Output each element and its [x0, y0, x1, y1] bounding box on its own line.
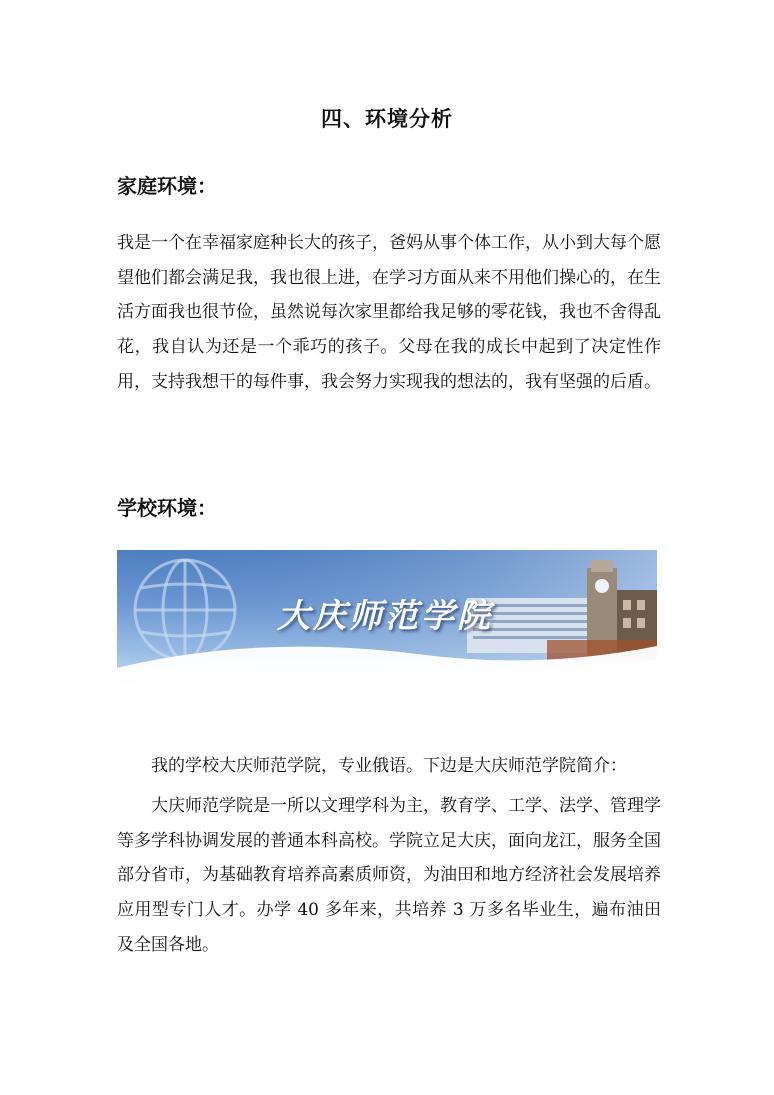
school-environment-heading: 学校环境： [117, 496, 217, 520]
school-description-paragraph: 大庆师范学院是一所以文理学科为主，教育学、工学、法学、管理学等多学科协调发展的普通本科高校。学院立足大庆，面向龙江，服务全国部分省市，为基础教育培养高素质师资，为油田和地方经济社会发展培养应用型专门人才。办学 40 多年来，共培养 3 万多名毕业生，遍布油田及全国各地。 [117, 796, 661, 955]
page-title: 四、环境分析 [321, 106, 453, 131]
school-banner-image [117, 550, 657, 695]
globe-icon [135, 560, 235, 660]
family-environment-paragraph: 我是一个在幸福家庭种长大的孩子，爸妈从事个体工作，从小到大每个愿望他们都会满足我，我也很上进，在学习方面从来不用他们操心的，在生活方面我也很节俭，虽然说每次家里都给我足够的零花钱，我也不舍得乱花，我自认为还是一个乖巧的孩子。父母在我的成长中起到了决定性作用，支持我想干的每件事，我会努力实现我的想法的，我有坚强的后盾。 [117, 233, 661, 392]
family-environment-heading: 家庭环境： [117, 174, 217, 198]
school-intro-paragraph: 我的学校大庆师范学院，专业俄语。下边是大庆师范学院简介： [151, 756, 627, 776]
banner-title: 大庆师范学院 [277, 596, 493, 635]
